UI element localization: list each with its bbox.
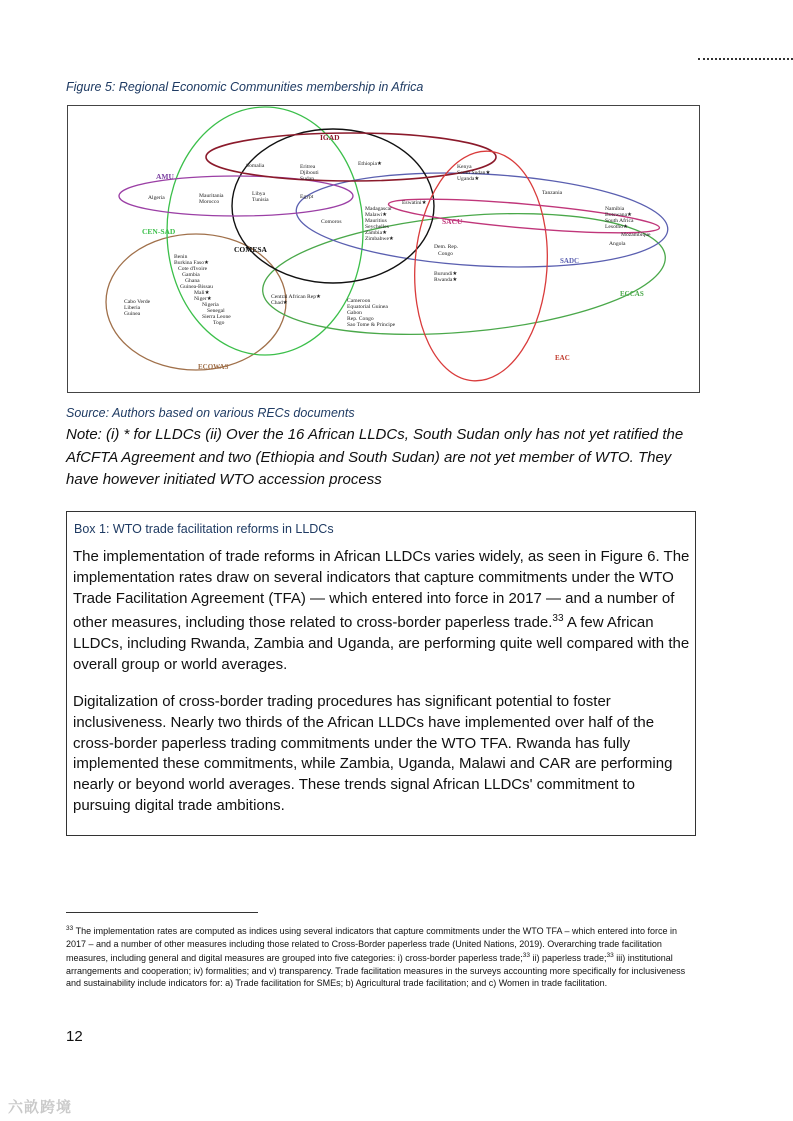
country-label: Cote d'Ivoire	[178, 266, 208, 272]
country-label: Tanzania	[542, 190, 563, 196]
country-label: Rep. Congo	[347, 316, 374, 322]
country-label: Gambia	[182, 272, 200, 278]
footnote-33	[66, 923, 686, 990]
country-label: Madagascar	[365, 206, 393, 212]
country-label: Burundi★	[434, 271, 458, 277]
country-label: Egypt	[300, 194, 314, 200]
country-label: Malawi★	[365, 212, 388, 218]
country-label: Mauritania	[199, 193, 224, 199]
figure-caption: Figure 5: Regional Economic Communities membership in Africa	[66, 80, 424, 94]
country-label: Ethiopia★	[358, 161, 382, 167]
censad-label: CEN-SAD	[142, 227, 176, 236]
igad-ellipse	[206, 133, 496, 181]
country-label: Mozambique	[621, 232, 651, 238]
box-paragraph-1	[73, 547, 691, 676]
country-label: Somalia	[246, 163, 265, 169]
footnote-text-c: iii) institutional arrangements and cooperation; iv) formalities; and v) transparency. Trade facilitation measures in the surveys accounting more specifically for inclusiveness and sustainability include indicators for: a) Trade facilitation for SMEs; b) Agricultural trade facilitation; and c) Women in trade facilitation.	[66, 953, 686, 989]
country-label: Central African Rep★	[271, 294, 322, 300]
country-label: Kenya	[457, 164, 472, 170]
country-label: Niger★	[194, 296, 212, 302]
country-label: Botswana★	[605, 212, 633, 218]
country-label: Libya	[252, 191, 266, 197]
box-paragraph-1-text: The implementation of trade reforms in African LLDCs varies widely, as seen in Figure 6. The implementation rates draw on several indicators that capture commitments under the WTO Trade Facilitation Agreement (TFA) — which entered into force in 2017 — and a number of other measures, including those related to cross-border paperless trade.	[73, 548, 690, 632]
eac-label: EAC	[555, 354, 570, 362]
footnote-rule	[66, 912, 258, 913]
country-label: Benin	[174, 254, 188, 260]
box-title: Box 1: WTO trade facilitation reforms in LLDCs	[74, 522, 334, 536]
footnote-ref[interactable]: 33	[522, 952, 530, 960]
eccas-label: ECCAS	[620, 290, 644, 298]
country-label: Eritrea	[300, 164, 316, 170]
country-label: Dem. Rep.	[434, 244, 459, 250]
country-label: Comoros	[321, 219, 342, 225]
country-label: Cameroon	[347, 298, 371, 304]
country-label: Namibia	[605, 206, 625, 212]
amu-label: AMU	[156, 172, 174, 181]
page-number: 12	[66, 1028, 83, 1045]
country-label: Djibouti	[300, 170, 319, 176]
sadc-label: SADC	[560, 257, 580, 265]
country-label: Guinea	[124, 311, 141, 317]
country-label: Seychelles	[365, 224, 389, 230]
country-label: Angola	[609, 241, 626, 247]
country-label: Eswatini★	[402, 200, 427, 206]
figure-source: Source: Authors based on various RECs documents	[66, 406, 355, 420]
country-label: Mauritius	[365, 218, 387, 224]
box-paragraph-1-tail: A few African LLDCs, including Rwanda, Zambia and Uganda, are performing quite well compared with the overall group or world averages.	[73, 614, 690, 673]
country-label: Ghana	[185, 278, 200, 284]
rec-diagram-svg	[68, 106, 699, 392]
box-paragraph-2: Digitalization of cross-border trading procedures has significant potential to foster inclusiveness. Nearly two thirds of the African LLDCs have implemented over half of the cross-border paperless trading commitments under the WTO TFA. Rwanda has fully implemented these commitments, while Zambia, Uganda, Malawi and CAR are performing nearly or beyond world averages. These trends signal African LLDCs' commitment to pursuing digital trade ambitions.	[73, 693, 673, 814]
footnote-text-b: ii) paperless trade;	[529, 953, 607, 964]
country-label: Cabo Verde	[124, 299, 151, 305]
country-label: Nigeria	[202, 302, 219, 308]
rec-venn-diagram	[67, 105, 700, 393]
country-label: Sao Tome & Principe	[347, 322, 396, 328]
igad-label: IGAD	[320, 133, 340, 142]
country-label: South Africa	[605, 218, 634, 224]
country-label: Rwanda★	[434, 277, 458, 283]
censad-ellipse	[167, 107, 363, 355]
country-label: South Sudan★	[457, 170, 491, 176]
country-label: Sudan	[300, 176, 314, 182]
watermark-logo: 六畝跨境	[8, 1099, 73, 1116]
country-label: Chad★	[271, 300, 288, 306]
country-label: Tunisia	[252, 197, 269, 203]
footnote-marker: 33	[66, 925, 74, 932]
ecowas-label: ECOWAS	[198, 363, 229, 371]
country-label: Senegal	[207, 308, 225, 314]
box-1	[66, 511, 696, 836]
comesa-label: COMESA	[234, 245, 267, 254]
country-label: Togo	[213, 320, 225, 326]
country-label: Algeria	[148, 195, 165, 201]
footnote-ref[interactable]: 33	[552, 613, 564, 625]
country-label: Zambia★	[365, 230, 388, 236]
country-label: Lesotho★	[605, 224, 629, 230]
country-label: Uganda★	[457, 176, 480, 182]
country-label: Liberia	[124, 305, 141, 311]
header-dotted-rule	[698, 58, 793, 60]
country-label: Guinea-Bissau	[180, 284, 213, 290]
figure-note: Note: (i) * for LLDCs (ii) Over the 16 African LLDCs, South Sudan only has not yet ratified the AfCFTA Agreement and two (Ethiopia and South Sudan) are not yet member of WTO. They have however initiated WTO accession process	[66, 426, 684, 488]
country-label: Sierra Leone	[202, 314, 231, 320]
footnote-ref[interactable]: 33	[606, 952, 614, 960]
comesa-ellipse	[232, 129, 434, 283]
country-label: Congo	[438, 251, 453, 257]
sacu-label: SACU	[442, 217, 463, 226]
country-label: Equatorial Guinea	[347, 304, 388, 310]
country-label: Gabon	[347, 310, 362, 316]
country-label: Zimbabwe★	[365, 236, 394, 242]
country-label: Mali★	[194, 290, 210, 296]
footnote-text-a: The implementation rates are computed as indices using several indicators that capture commitments under the WTO TFA – which entered into force in 2017 – and a number of other measures including those related to Cross-Border paperless trade (United Nations, 2019). Overarching trade facilitation measures, including general and digital measures are grouped into five categories: i) cross-border paperless trade;	[66, 926, 678, 964]
country-label: Burkina Faso★	[174, 260, 210, 266]
country-label: Morocco	[199, 199, 220, 205]
